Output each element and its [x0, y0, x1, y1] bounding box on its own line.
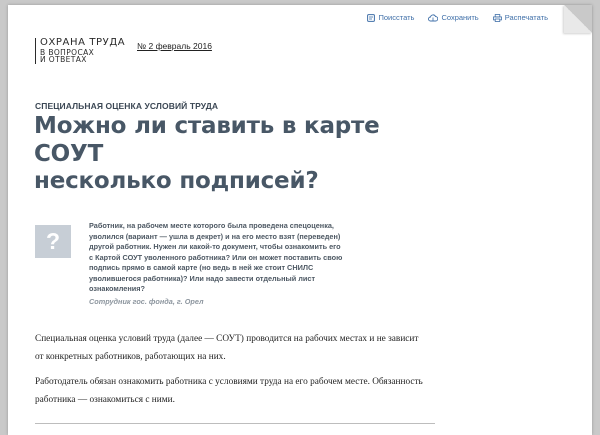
question-icon: ?	[35, 225, 71, 258]
question-line: уволился (вариант — ушла в декрет) и на его место взят (переведен)	[89, 231, 341, 241]
printer-icon	[493, 14, 502, 22]
article-title	[34, 113, 434, 196]
comment-icon	[367, 14, 375, 22]
body-paragraph	[35, 330, 435, 366]
magazine-logo[interactable]	[35, 38, 125, 64]
body-paragraph	[35, 373, 435, 409]
question-source: Сотрудник гос. фонда, г. Орел	[89, 297, 204, 306]
section-label: СПЕЦИАЛЬНАЯ ОЦЕНКА УСЛОВИЙ ТРУДА	[35, 101, 219, 111]
issue-link[interactable]: № 2 февраль 2016	[137, 41, 212, 51]
print-button[interactable]	[493, 13, 548, 22]
title-line-2: несколько подписей?	[34, 168, 319, 195]
question-line: другой работник. Нужен ли какой-то документ, чтобы ознакомить его	[89, 242, 341, 252]
question-line: ознакомления?	[89, 284, 145, 294]
cloud-save-icon	[428, 14, 438, 22]
paragraph-line: Специальная оценка условий труда (далее — СОУТ) проводится на рабочих местах и не зависит	[35, 334, 419, 344]
logo-line-3: И ОТВЕТАХ	[40, 55, 87, 65]
reader-question	[89, 221, 374, 295]
article-page	[8, 5, 592, 435]
paragraph-line: работника — ознакомиться с ними.	[35, 395, 175, 406]
comment-button[interactable]	[367, 13, 414, 22]
title-line-1: Можно ли ставить в карте СОУТ	[34, 113, 380, 167]
logo-line-2: В ВОПРОСАХ	[40, 47, 95, 57]
question-line: с Картой СОУТ уволенного работника? Или он может поставить свою	[89, 252, 343, 262]
save-button[interactable]	[428, 13, 478, 22]
paragraph-line: Работодатель обязан ознакомить работника с условиями труда на его рабочем месте. Обязанность	[35, 377, 423, 387]
folded-corner	[564, 5, 592, 33]
article-toolbar	[367, 13, 548, 22]
divider	[35, 423, 435, 424]
save-label: Сохранить	[441, 13, 479, 22]
question-line: Работник, на рабочем месте которого была проведена спецоценка,	[89, 221, 334, 230]
question-line: подпись прямо в самой карте (но ведь в ней же стоит СНИЛС	[89, 263, 314, 273]
logo-line-1: ОХРАНА ТРУДА	[40, 37, 126, 48]
question-line: уволившегося работника)? Или надо завести отдельный лист	[89, 273, 316, 283]
print-label: Распечатать	[504, 13, 548, 22]
paragraph-line: от конкретных работников, работающих на них.	[35, 352, 226, 363]
comment-label: Поисстать	[378, 13, 415, 22]
